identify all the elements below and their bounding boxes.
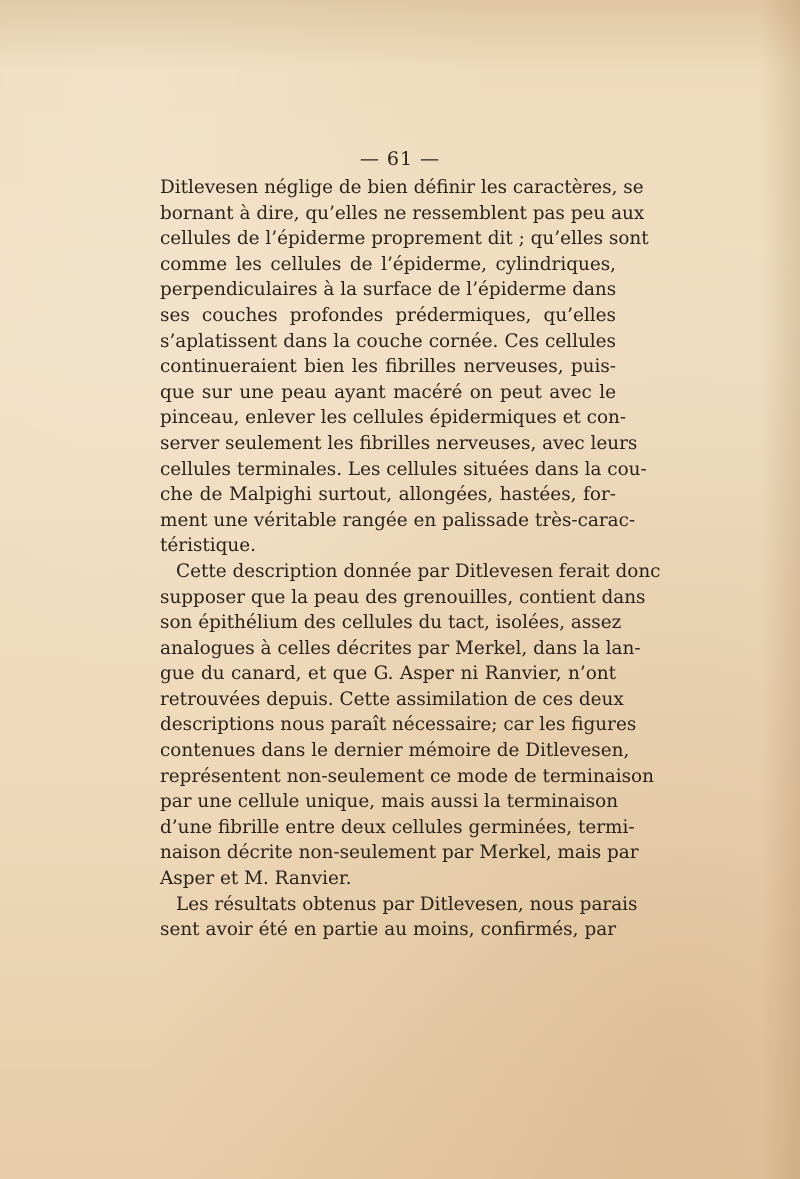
text-line: pinceau, enlever les cellules épidermiques et con- [160,407,627,429]
text-line: sent avoir été en partie au moins, confirmés, par [160,919,616,941]
text-line: comme les cellules de l’épiderme, cylindriques, [160,253,616,275]
text-line: server seulement les fibrilles nerveuses, avec leurs [160,432,638,454]
paper-stain [0,0,800,70]
text-line: naison décrite non-seulement par Merkel, mais par [160,842,639,864]
text-line: supposer que la peau des grenouilles, contient dans [160,586,646,608]
text-line: Asper et M. Ranvier. [160,868,352,890]
text-line: bornant à dire, qu’elles ne ressemblent pas peu aux [160,202,645,224]
text-line: Ditlevesen néglige de bien définir les caractères, se [160,177,644,198]
text-line: représentent non-seulement ce mode de terminaison [160,765,654,787]
text-line: par une cellule unique, mais aussi la terminaison [160,791,619,813]
page-edge-shadow [760,0,800,1179]
text-line: d’une fibrille entre deux cellules germinées, termi- [160,816,635,838]
text-line: contenues dans le dernier mémoire de Ditlevesen, [160,740,630,762]
text-line: continueraient bien les fibrilles nerveuses, puis- [160,356,616,378]
text-line: che de Malpighi surtout, allongées, hastées, for- [160,484,616,506]
page-number: — 61 — [359,148,441,170]
text-line: perpendiculaires à la surface de l’épiderme dans [160,279,617,301]
text-line: gue du canard, et que G. Asper ni Ranvier, n’ont [160,663,616,685]
text-line: téristique. [160,535,257,557]
text-line: que sur une peau ayant macéré on peut avec le [160,381,616,403]
text-line: s’aplatissent dans la couche cornée. Ces cellules [160,330,616,352]
text-line: cellules terminales. Les cellules situées dans la cou- [160,458,647,480]
text-line: Cette description donnée par Ditlevesen ferait donc [176,560,661,582]
text-line: son épithélium des cellules du tact, isolées, assez [160,612,622,634]
text-line: retrouvées depuis. Cette assimilation de ces deux [160,688,624,710]
text-line: cellules de l’épiderme proprement dit ; qu’elles sont [160,228,649,250]
text-line: Les résultats obtenus par Ditlevesen, nous parais [176,893,638,915]
text-line: descriptions nous paraît nécessaire; car les figures [160,714,637,736]
text-line: ses couches profondes prédermiques, qu’elles [160,304,616,326]
body-text [160,175,661,943]
text-line: analogues à celles décrites par Merkel, dans la lan- [160,637,641,659]
text-line: ment une véritable rangée en palissade très-carac- [160,509,636,531]
